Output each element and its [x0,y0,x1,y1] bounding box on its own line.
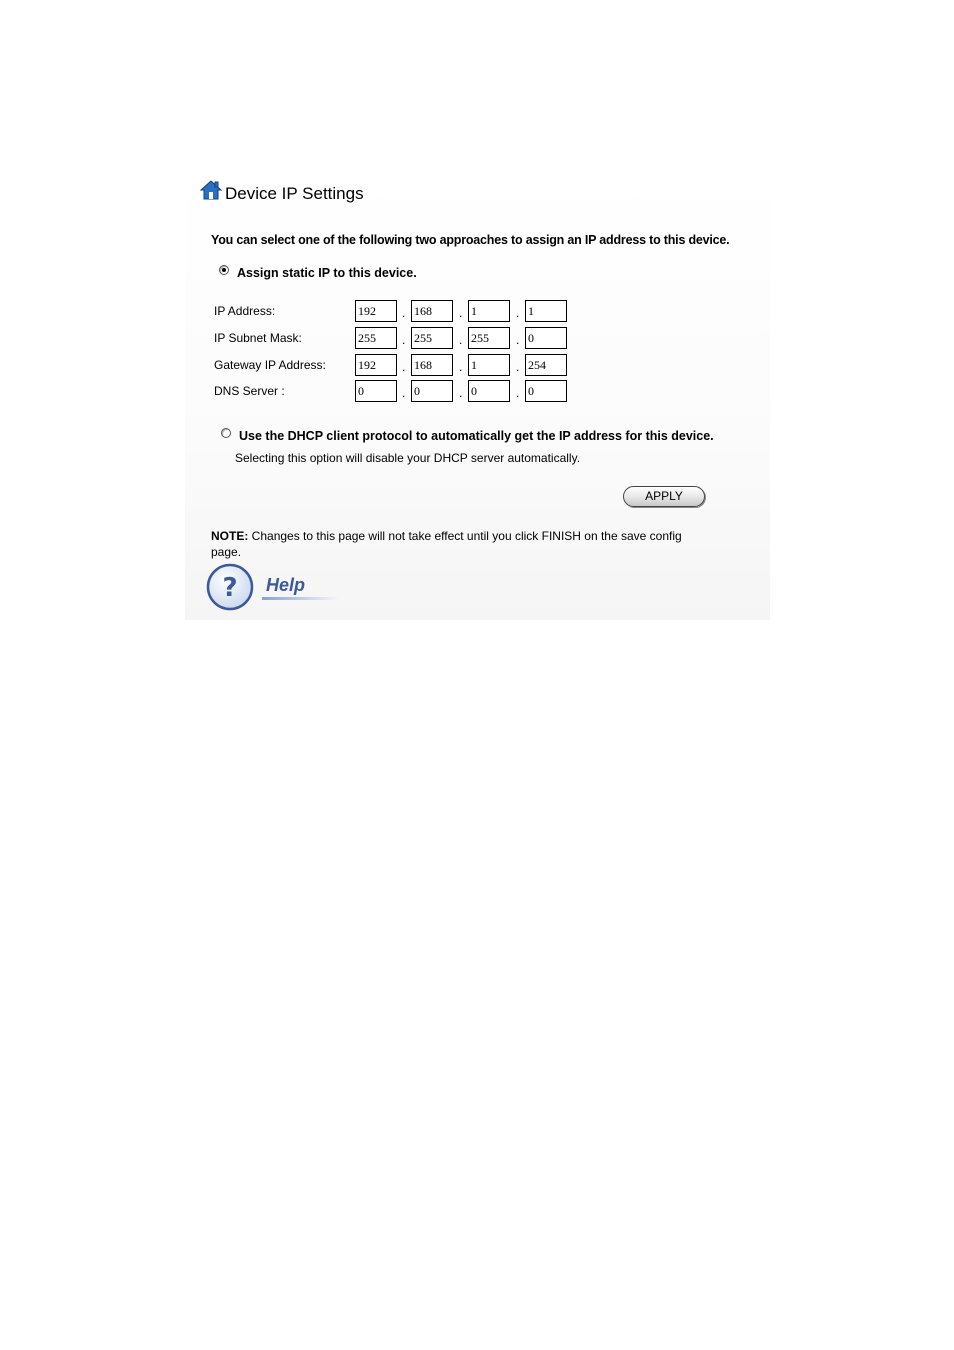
help-underline [262,597,338,600]
octet-input[interactable]: 254 [525,354,567,376]
static-ip-radio[interactable] [219,265,229,275]
octet-input[interactable]: 1 [525,300,567,322]
octet-separator: . [516,306,520,320]
octet-separator: . [516,333,520,347]
octet-separator: . [459,386,463,400]
octet-separator: . [459,306,463,320]
octet-input[interactable]: 168 [411,354,453,376]
field-label: IP Subnet Mask: [214,331,302,345]
dhcp-radio[interactable] [221,428,231,438]
octet-separator: . [516,386,520,400]
help-link[interactable]: Help [266,575,306,595]
octet-separator: . [516,360,520,374]
octet-input[interactable]: 0 [525,327,567,349]
octet-separator: . [459,360,463,374]
svg-text:?: ? [222,573,238,603]
help-icon[interactable] [206,563,254,611]
field-label: IP Address: [214,304,276,318]
page-title: Device IP Settings [225,184,364,203]
octet-input[interactable]: 0 [468,380,510,402]
intro-text: You can select one of the following two approaches to assign an IP address to this device. [211,233,730,247]
octet-input[interactable]: 168 [411,300,453,322]
octet-separator: . [402,386,406,400]
octet-input[interactable]: 192 [355,300,397,322]
octet-input[interactable]: 255 [468,327,510,349]
dhcp-label[interactable]: Use the DHCP client protocol to automatically get the IP address for this device. [239,429,714,443]
home-icon[interactable] [200,180,222,200]
octet-input[interactable]: 0 [525,380,567,402]
octet-separator: . [402,333,406,347]
octet-input[interactable]: 255 [411,327,453,349]
note-text [211,528,691,560]
static-ip-label[interactable]: Assign static IP to this device. [237,266,417,280]
apply-button[interactable]: APPLY [623,486,705,507]
octet-separator: . [459,333,463,347]
octet-input[interactable]: 1 [468,300,510,322]
octet-input[interactable]: 0 [355,380,397,402]
field-label: Gateway IP Address: [214,358,326,372]
field-label: DNS Server : [214,384,285,398]
note-body: Changes to this page will not take effect until you click FINISH on the save config page. [211,529,682,559]
note-prefix: NOTE: [211,529,249,543]
octet-separator: . [402,306,406,320]
octet-input[interactable]: 255 [355,327,397,349]
octet-input[interactable]: 192 [355,354,397,376]
octet-input[interactable]: 0 [411,380,453,402]
octet-separator: . [402,360,406,374]
octet-input[interactable]: 1 [468,354,510,376]
dhcp-note: Selecting this option will disable your DHCP server automatically. [235,451,581,465]
